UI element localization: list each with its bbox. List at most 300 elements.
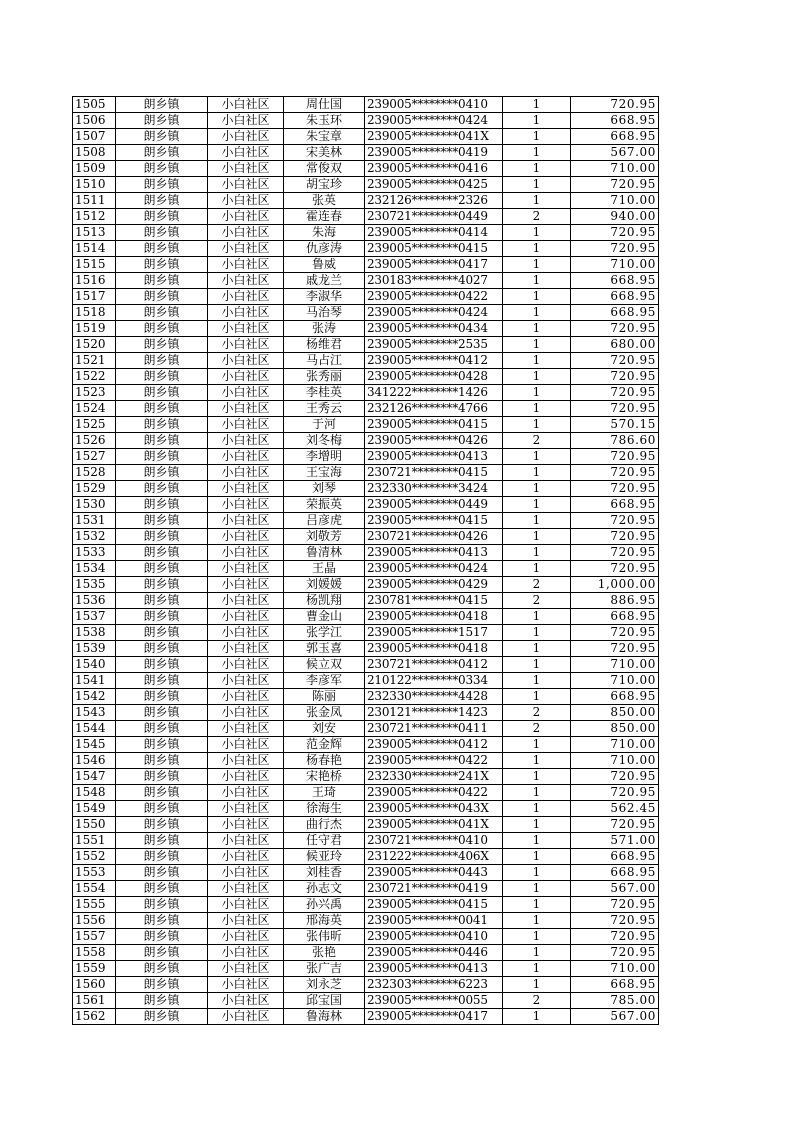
table-row (73, 497, 659, 513)
record-number: 1519 (73, 321, 116, 337)
amount-cell: 570.15 (571, 417, 659, 433)
table-row (73, 209, 659, 225)
table-row (73, 673, 659, 689)
town-cell: 朗乡镇 (116, 817, 208, 833)
record-number: 1562 (73, 1009, 116, 1025)
community-cell: 小白社区 (208, 289, 284, 305)
community-cell: 小白社区 (208, 209, 284, 225)
table-row (73, 785, 659, 801)
record-number: 1549 (73, 801, 116, 817)
household-count-cell: 1 (503, 689, 571, 705)
id-number-cell: 239005********041X (365, 817, 503, 833)
id-number-cell: 239005********0449 (365, 497, 503, 513)
community-cell: 小白社区 (208, 545, 284, 561)
id-number-cell: 239005********0419 (365, 145, 503, 161)
table-row (73, 193, 659, 209)
table-row (73, 353, 659, 369)
name-cell: 荣振英 (284, 497, 365, 513)
record-number: 1529 (73, 481, 116, 497)
id-number-cell: 239005********0412 (365, 353, 503, 369)
id-number-cell: 230781********0415 (365, 593, 503, 609)
record-number: 1544 (73, 721, 116, 737)
name-cell: 朱海 (284, 225, 365, 241)
record-number: 1539 (73, 641, 116, 657)
id-number-cell: 232126********2326 (365, 193, 503, 209)
name-cell: 鲁清林 (284, 545, 365, 561)
town-cell: 朗乡镇 (116, 705, 208, 721)
town-cell: 朗乡镇 (116, 545, 208, 561)
id-number-cell: 239005********0041 (365, 913, 503, 929)
record-number: 1560 (73, 977, 116, 993)
household-count-cell: 1 (503, 801, 571, 817)
table-row (73, 641, 659, 657)
id-number-cell: 239005********0434 (365, 321, 503, 337)
record-number: 1528 (73, 465, 116, 481)
record-number: 1533 (73, 545, 116, 561)
community-cell: 小白社区 (208, 257, 284, 273)
table-row (73, 417, 659, 433)
amount-cell: 720.95 (571, 561, 659, 577)
id-number-cell: 230721********0426 (365, 529, 503, 545)
table-row (73, 257, 659, 273)
amount-cell: 720.95 (571, 913, 659, 929)
name-cell: 范金辉 (284, 737, 365, 753)
household-count-cell: 1 (503, 145, 571, 161)
table-row (73, 433, 659, 449)
name-cell: 孙志文 (284, 881, 365, 897)
name-cell: 张英 (284, 193, 365, 209)
town-cell: 朗乡镇 (116, 945, 208, 961)
household-count-cell: 1 (503, 817, 571, 833)
community-cell: 小白社区 (208, 897, 284, 913)
community-cell: 小白社区 (208, 865, 284, 881)
table-row (73, 241, 659, 257)
household-count-cell: 2 (503, 593, 571, 609)
community-cell: 小白社区 (208, 849, 284, 865)
record-number: 1522 (73, 369, 116, 385)
id-number-cell: 239005********0425 (365, 177, 503, 193)
household-count-cell: 1 (503, 913, 571, 929)
community-cell: 小白社区 (208, 769, 284, 785)
table-row (73, 337, 659, 353)
community-cell: 小白社区 (208, 177, 284, 193)
id-number-cell: 239005********0415 (365, 241, 503, 257)
record-number: 1535 (73, 577, 116, 593)
table-row (73, 737, 659, 753)
id-number-cell: 239005********0429 (365, 577, 503, 593)
town-cell: 朗乡镇 (116, 497, 208, 513)
community-cell: 小白社区 (208, 337, 284, 353)
community-cell: 小白社区 (208, 225, 284, 241)
name-cell: 霍连春 (284, 209, 365, 225)
household-count-cell: 1 (503, 673, 571, 689)
household-count-cell: 1 (503, 785, 571, 801)
table-row (73, 1009, 659, 1025)
amount-cell: 668.95 (571, 273, 659, 289)
table-row (73, 161, 659, 177)
amount-cell: 710.00 (571, 161, 659, 177)
town-cell: 朗乡镇 (116, 865, 208, 881)
community-cell: 小白社区 (208, 657, 284, 673)
record-number: 1512 (73, 209, 116, 225)
table-row (73, 401, 659, 417)
amount-cell: 785.00 (571, 993, 659, 1009)
id-number-cell: 239005********0428 (365, 369, 503, 385)
amount-cell: 710.00 (571, 753, 659, 769)
town-cell: 朗乡镇 (116, 593, 208, 609)
name-cell: 刘敬芳 (284, 529, 365, 545)
name-cell: 杨维君 (284, 337, 365, 353)
name-cell: 杨凯翔 (284, 593, 365, 609)
name-cell: 张学江 (284, 625, 365, 641)
name-cell: 张艳 (284, 945, 365, 961)
community-cell: 小白社区 (208, 625, 284, 641)
name-cell: 于河 (284, 417, 365, 433)
amount-cell: 668.95 (571, 497, 659, 513)
amount-cell: 850.00 (571, 705, 659, 721)
community-cell: 小白社区 (208, 673, 284, 689)
record-number: 1551 (73, 833, 116, 849)
id-number-cell: 230721********0449 (365, 209, 503, 225)
town-cell: 朗乡镇 (116, 465, 208, 481)
name-cell: 孙兴禹 (284, 897, 365, 913)
community-cell: 小白社区 (208, 273, 284, 289)
table-row (73, 833, 659, 849)
id-number-cell: 232330********241X (365, 769, 503, 785)
table-row (73, 849, 659, 865)
id-number-cell: 230721********0410 (365, 833, 503, 849)
id-number-cell: 239005********043X (365, 801, 503, 817)
community-cell: 小白社区 (208, 433, 284, 449)
table-row (73, 961, 659, 977)
amount-cell: 567.00 (571, 881, 659, 897)
name-cell: 常俊双 (284, 161, 365, 177)
household-count-cell: 1 (503, 321, 571, 337)
town-cell: 朗乡镇 (116, 1009, 208, 1025)
table-row (73, 593, 659, 609)
record-number: 1554 (73, 881, 116, 897)
community-cell: 小白社区 (208, 497, 284, 513)
record-number: 1542 (73, 689, 116, 705)
town-cell: 朗乡镇 (116, 673, 208, 689)
name-cell: 曹金山 (284, 609, 365, 625)
community-cell: 小白社区 (208, 353, 284, 369)
name-cell: 候立双 (284, 657, 365, 673)
table-row (73, 481, 659, 497)
household-count-cell: 1 (503, 609, 571, 625)
town-cell: 朗乡镇 (116, 769, 208, 785)
record-number: 1540 (73, 657, 116, 673)
table-row (73, 273, 659, 289)
table-row (73, 289, 659, 305)
community-cell: 小白社区 (208, 753, 284, 769)
id-number-cell: 239005********0418 (365, 641, 503, 657)
name-cell: 宋艳桥 (284, 769, 365, 785)
name-cell: 王琦 (284, 785, 365, 801)
household-count-cell: 1 (503, 753, 571, 769)
record-number: 1532 (73, 529, 116, 545)
amount-cell: 720.95 (571, 177, 659, 193)
id-number-cell: 239005********0424 (365, 113, 503, 129)
table-row (73, 865, 659, 881)
id-number-cell: 239005********0410 (365, 97, 503, 113)
household-count-cell: 1 (503, 449, 571, 465)
record-number: 1520 (73, 337, 116, 353)
record-number: 1506 (73, 113, 116, 129)
amount-cell: 668.95 (571, 849, 659, 865)
name-cell: 曲行杰 (284, 817, 365, 833)
community-cell: 小白社区 (208, 369, 284, 385)
table-row (73, 225, 659, 241)
table-body (73, 97, 659, 1025)
id-number-cell: 239005********0422 (365, 785, 503, 801)
table-row (73, 513, 659, 529)
id-number-cell: 230721********0419 (365, 881, 503, 897)
id-number-cell: 341222********1426 (365, 385, 503, 401)
household-count-cell: 1 (503, 193, 571, 209)
table-row (73, 625, 659, 641)
household-count-cell: 1 (503, 369, 571, 385)
town-cell: 朗乡镇 (116, 417, 208, 433)
record-number: 1511 (73, 193, 116, 209)
amount-cell: 720.95 (571, 769, 659, 785)
name-cell: 刘安 (284, 721, 365, 737)
town-cell: 朗乡镇 (116, 241, 208, 257)
table-row (73, 561, 659, 577)
id-number-cell: 232303********6223 (365, 977, 503, 993)
household-count-cell: 1 (503, 977, 571, 993)
town-cell: 朗乡镇 (116, 209, 208, 225)
household-count-cell: 1 (503, 305, 571, 321)
community-cell: 小白社区 (208, 833, 284, 849)
record-number: 1545 (73, 737, 116, 753)
community-cell: 小白社区 (208, 385, 284, 401)
amount-cell: 940.00 (571, 209, 659, 225)
name-cell: 张伟昕 (284, 929, 365, 945)
name-cell: 鲁威 (284, 257, 365, 273)
record-number: 1547 (73, 769, 116, 785)
household-count-cell: 1 (503, 481, 571, 497)
record-number: 1510 (73, 177, 116, 193)
town-cell: 朗乡镇 (116, 881, 208, 897)
table-row (73, 113, 659, 129)
amount-cell: 668.95 (571, 289, 659, 305)
record-number: 1507 (73, 129, 116, 145)
record-number: 1558 (73, 945, 116, 961)
record-number: 1515 (73, 257, 116, 273)
record-number: 1538 (73, 625, 116, 641)
name-cell: 陈丽 (284, 689, 365, 705)
id-number-cell: 239005********0443 (365, 865, 503, 881)
name-cell: 候亚玲 (284, 849, 365, 865)
record-number: 1546 (73, 753, 116, 769)
town-cell: 朗乡镇 (116, 625, 208, 641)
amount-cell: 720.95 (571, 241, 659, 257)
name-cell: 宋美林 (284, 145, 365, 161)
community-cell: 小白社区 (208, 961, 284, 977)
town-cell: 朗乡镇 (116, 289, 208, 305)
name-cell: 刘琴 (284, 481, 365, 497)
id-number-cell: 230721********0412 (365, 657, 503, 673)
name-cell: 朱玉环 (284, 113, 365, 129)
amount-cell: 710.00 (571, 657, 659, 673)
record-number: 1509 (73, 161, 116, 177)
amount-cell: 567.00 (571, 1009, 659, 1025)
record-number: 1505 (73, 97, 116, 113)
amount-cell: 720.95 (571, 625, 659, 641)
id-number-cell: 239005********0055 (365, 993, 503, 1009)
town-cell: 朗乡镇 (116, 753, 208, 769)
household-count-cell: 1 (503, 641, 571, 657)
household-count-cell: 1 (503, 497, 571, 513)
record-number: 1556 (73, 913, 116, 929)
table-row (73, 369, 659, 385)
id-number-cell: 239005********1517 (365, 625, 503, 641)
amount-cell: 720.95 (571, 449, 659, 465)
name-cell: 李彦军 (284, 673, 365, 689)
table-row (73, 705, 659, 721)
amount-cell: 668.95 (571, 129, 659, 145)
household-count-cell: 1 (503, 225, 571, 241)
community-cell: 小白社区 (208, 817, 284, 833)
record-number: 1518 (73, 305, 116, 321)
amount-cell: 668.95 (571, 689, 659, 705)
amount-cell: 720.95 (571, 385, 659, 401)
id-number-cell: 239005********0424 (365, 561, 503, 577)
community-cell: 小白社区 (208, 881, 284, 897)
name-cell: 朱宝章 (284, 129, 365, 145)
town-cell: 朗乡镇 (116, 385, 208, 401)
community-cell: 小白社区 (208, 161, 284, 177)
id-number-cell: 231222********406X (365, 849, 503, 865)
record-number: 1557 (73, 929, 116, 945)
table-row (73, 385, 659, 401)
table-row (73, 577, 659, 593)
id-number-cell: 239005********0413 (365, 961, 503, 977)
id-number-cell: 239005********2535 (365, 337, 503, 353)
name-cell: 张涛 (284, 321, 365, 337)
table-row (73, 721, 659, 737)
town-cell: 朗乡镇 (116, 977, 208, 993)
table-row (73, 97, 659, 113)
household-count-cell: 1 (503, 945, 571, 961)
record-number: 1514 (73, 241, 116, 257)
name-cell: 吕彦虎 (284, 513, 365, 529)
id-number-cell: 230121********1423 (365, 705, 503, 721)
table-row (73, 177, 659, 193)
record-number: 1550 (73, 817, 116, 833)
household-count-cell: 1 (503, 769, 571, 785)
table-row (73, 465, 659, 481)
record-number: 1508 (73, 145, 116, 161)
amount-cell: 720.95 (571, 545, 659, 561)
household-count-cell: 1 (503, 625, 571, 641)
id-number-cell: 239005********0413 (365, 545, 503, 561)
household-count-cell: 1 (503, 657, 571, 673)
table-row (73, 929, 659, 945)
town-cell: 朗乡镇 (116, 161, 208, 177)
name-cell: 任守君 (284, 833, 365, 849)
amount-cell: 668.95 (571, 113, 659, 129)
household-count-cell: 1 (503, 337, 571, 353)
community-cell: 小白社区 (208, 97, 284, 113)
name-cell: 徐海生 (284, 801, 365, 817)
record-number: 1553 (73, 865, 116, 881)
community-cell: 小白社区 (208, 1009, 284, 1025)
table-row (73, 977, 659, 993)
amount-cell: 720.95 (571, 97, 659, 113)
household-count-cell: 2 (503, 721, 571, 737)
name-cell: 刘桂香 (284, 865, 365, 881)
town-cell: 朗乡镇 (116, 657, 208, 673)
town-cell: 朗乡镇 (116, 929, 208, 945)
household-count-cell: 1 (503, 513, 571, 529)
table-row (73, 753, 659, 769)
amount-cell: 720.95 (571, 529, 659, 545)
town-cell: 朗乡镇 (116, 513, 208, 529)
amount-cell: 720.95 (571, 481, 659, 497)
community-cell: 小白社区 (208, 465, 284, 481)
household-count-cell: 1 (503, 417, 571, 433)
amount-cell: 720.95 (571, 369, 659, 385)
amount-cell: 720.95 (571, 897, 659, 913)
household-count-cell: 2 (503, 993, 571, 1009)
record-number: 1527 (73, 449, 116, 465)
town-cell: 朗乡镇 (116, 577, 208, 593)
name-cell: 邢海英 (284, 913, 365, 929)
amount-cell: 710.00 (571, 737, 659, 753)
town-cell: 朗乡镇 (116, 369, 208, 385)
community-cell: 小白社区 (208, 561, 284, 577)
community-cell: 小白社区 (208, 513, 284, 529)
household-count-cell: 1 (503, 1009, 571, 1025)
id-number-cell: 239005********0417 (365, 1009, 503, 1025)
table-row (73, 897, 659, 913)
household-count-cell: 2 (503, 209, 571, 225)
town-cell: 朗乡镇 (116, 785, 208, 801)
table-row (73, 449, 659, 465)
amount-cell: 850.00 (571, 721, 659, 737)
amount-cell: 710.00 (571, 193, 659, 209)
amount-cell: 720.95 (571, 929, 659, 945)
community-cell: 小白社区 (208, 321, 284, 337)
id-number-cell: 239005********0415 (365, 897, 503, 913)
table-row (73, 145, 659, 161)
id-number-cell: 239005********041X (365, 129, 503, 145)
id-number-cell: 232126********4766 (365, 401, 503, 417)
record-number: 1534 (73, 561, 116, 577)
amount-cell: 720.95 (571, 225, 659, 241)
town-cell: 朗乡镇 (116, 177, 208, 193)
town-cell: 朗乡镇 (116, 353, 208, 369)
id-number-cell: 239005********0422 (365, 753, 503, 769)
town-cell: 朗乡镇 (116, 961, 208, 977)
town-cell: 朗乡镇 (116, 97, 208, 113)
household-count-cell: 2 (503, 705, 571, 721)
household-count-cell: 1 (503, 737, 571, 753)
community-cell: 小白社区 (208, 145, 284, 161)
id-number-cell: 239005********0417 (365, 257, 503, 273)
community-cell: 小白社区 (208, 593, 284, 609)
record-number: 1541 (73, 673, 116, 689)
record-number: 1517 (73, 289, 116, 305)
household-count-cell: 1 (503, 961, 571, 977)
id-number-cell: 239005********0424 (365, 305, 503, 321)
town-cell: 朗乡镇 (116, 401, 208, 417)
id-number-cell: 230721********0415 (365, 465, 503, 481)
record-number: 1524 (73, 401, 116, 417)
record-number: 1525 (73, 417, 116, 433)
